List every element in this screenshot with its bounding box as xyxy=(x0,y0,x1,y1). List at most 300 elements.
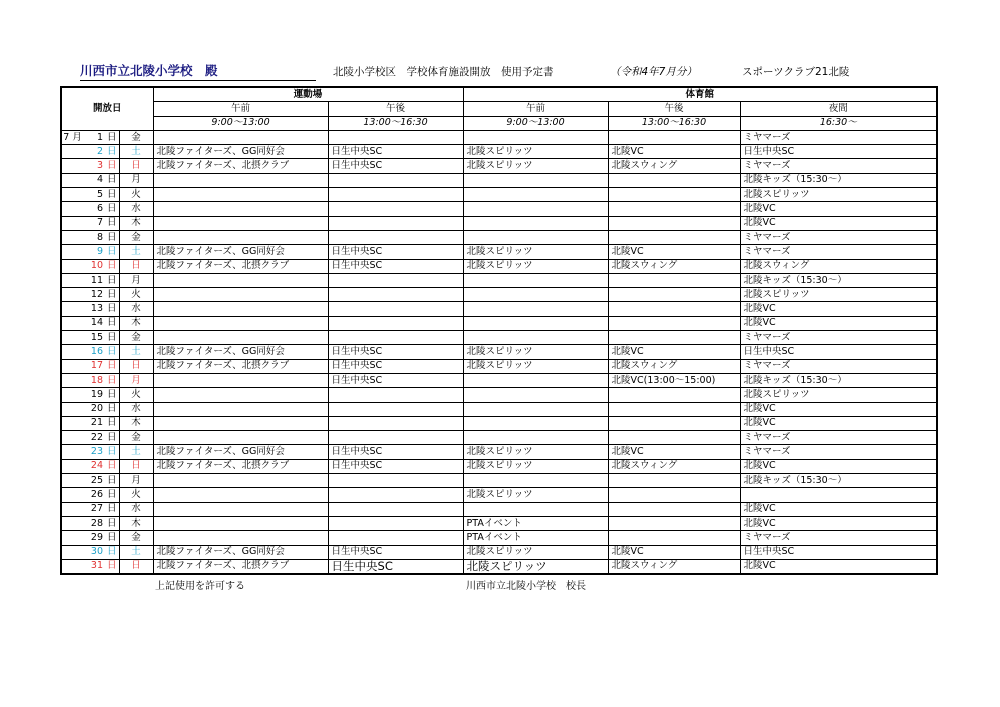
day-unit: 日 xyxy=(105,388,119,402)
month-number: 7 xyxy=(63,131,70,143)
gym-night-cell: 北陵キッズ（15:30～） xyxy=(740,273,937,287)
gym-am-cell xyxy=(463,431,608,445)
table-row xyxy=(61,388,937,402)
month-cell xyxy=(61,531,83,545)
gym-night-cell: 北陵スピリッツ xyxy=(740,288,937,302)
gym-night-cell: 北陵スピリッツ xyxy=(740,188,937,202)
gym-pm-cell xyxy=(608,402,740,416)
ground-header: 運動場 xyxy=(153,87,463,102)
month-cell xyxy=(61,145,83,159)
gym-pm-cell: 北陵VC xyxy=(608,245,740,259)
gym-am-cell xyxy=(463,331,608,345)
gym-am-cell xyxy=(463,373,608,387)
table-row xyxy=(61,331,937,345)
table-row xyxy=(61,502,937,516)
month-unit: 月 xyxy=(72,131,82,143)
table-row xyxy=(61,188,937,202)
ground-am-cell: 北陵ファイターズ、GG同好会 xyxy=(153,545,328,559)
ground-pm-cell xyxy=(328,288,463,302)
ground-pm-cell xyxy=(328,302,463,316)
day-number: 24 xyxy=(83,459,105,473)
day-unit: 日 xyxy=(105,173,119,187)
day-number: 29 xyxy=(83,531,105,545)
day-number: 30 xyxy=(83,545,105,559)
ground-pm-cell xyxy=(328,216,463,230)
ground-pm-cell: 日生中央SC xyxy=(328,359,463,373)
weekday: 火 xyxy=(119,188,153,202)
ground-pm-cell: 日生中央SC xyxy=(328,259,463,273)
gym-night-cell: ミヤマーズ xyxy=(740,359,937,373)
gym-night-cell: 北陵VC xyxy=(740,502,937,516)
day-number: 5 xyxy=(83,188,105,202)
gym-am-cell: 北陵スピリッツ xyxy=(463,545,608,559)
weekday: 木 xyxy=(119,216,153,230)
ground-am-cell xyxy=(153,502,328,516)
weekday: 火 xyxy=(119,488,153,502)
ground-pm-cell: 日生中央SC xyxy=(328,245,463,259)
gym-night-cell: 北陵VC xyxy=(740,302,937,316)
table-row xyxy=(61,130,937,144)
gym-pm-cell xyxy=(608,130,740,144)
gym-am-cell xyxy=(463,188,608,202)
table-row xyxy=(61,488,937,502)
gym-pm-cell xyxy=(608,302,740,316)
weekday: 金 xyxy=(119,431,153,445)
gym-am-cell xyxy=(463,316,608,330)
table-row xyxy=(61,516,937,530)
table-row xyxy=(61,359,937,373)
month-cell xyxy=(61,474,83,488)
month-cell xyxy=(61,230,83,244)
gym-pm-cell: 北陵スウィング xyxy=(608,459,740,473)
month-cell xyxy=(61,502,83,516)
gym-night-cell: 日生中央SC xyxy=(740,145,937,159)
day-unit: 日 xyxy=(105,488,119,502)
day-unit: 日 xyxy=(105,216,119,230)
day-number: 16 xyxy=(83,345,105,359)
day-unit: 日 xyxy=(105,474,119,488)
table-row xyxy=(61,230,937,244)
month-cell xyxy=(61,130,83,144)
month-cell xyxy=(61,431,83,445)
gym-pm-cell xyxy=(608,331,740,345)
gym-night-cell: 日生中央SC xyxy=(740,545,937,559)
table-row xyxy=(61,431,937,445)
day-unit: 日 xyxy=(105,288,119,302)
day-number: 31 xyxy=(83,559,105,574)
weekday: 木 xyxy=(119,516,153,530)
day-number: 22 xyxy=(83,431,105,445)
ground-pm-time: 13:00～16:30 xyxy=(328,116,463,130)
ground-am-cell xyxy=(153,288,328,302)
day-unit: 日 xyxy=(105,145,119,159)
month-cell xyxy=(61,302,83,316)
day-unit: 日 xyxy=(105,559,119,574)
table-row xyxy=(61,145,937,159)
gym-night-cell: 日生中央SC xyxy=(740,345,937,359)
day-unit: 日 xyxy=(105,245,119,259)
ground-pm-cell: 日生中央SC xyxy=(328,445,463,459)
ground-am-cell xyxy=(153,216,328,230)
gym-night-cell: 北陵VC xyxy=(740,416,937,430)
gym-night-cell: 北陵キッズ（15:30～） xyxy=(740,173,937,187)
day-unit: 日 xyxy=(105,331,119,345)
ground-pm-cell: 日生中央SC xyxy=(328,373,463,387)
gym-night-cell: 北陵VC xyxy=(740,459,937,473)
gym-pm-cell xyxy=(608,216,740,230)
date-header: 開放日 xyxy=(61,87,153,130)
day-number: 10 xyxy=(83,259,105,273)
gym-am-cell xyxy=(463,288,608,302)
gym-am-cell xyxy=(463,173,608,187)
weekday: 日 xyxy=(119,559,153,574)
day-number: 27 xyxy=(83,502,105,516)
table-row xyxy=(61,445,937,459)
ground-am-cell xyxy=(153,373,328,387)
gym-night-cell: 北陵VC xyxy=(740,216,937,230)
day-unit: 日 xyxy=(105,545,119,559)
gym-pm-cell: 北陵スウィング xyxy=(608,359,740,373)
day-number: 2 xyxy=(83,145,105,159)
day-number: 12 xyxy=(83,288,105,302)
weekday: 日 xyxy=(119,259,153,273)
gym-night-cell: ミヤマーズ xyxy=(740,431,937,445)
gym-night-cell: ミヤマーズ xyxy=(740,230,937,244)
weekday: 土 xyxy=(119,445,153,459)
day-unit: 日 xyxy=(105,416,119,430)
gym-pm-cell xyxy=(608,474,740,488)
ground-am-cell: 北陵ファイターズ、北摂クラブ xyxy=(153,559,328,574)
table-row xyxy=(61,316,937,330)
ground-pm-cell xyxy=(328,331,463,345)
ground-pm-cell xyxy=(328,531,463,545)
ground-pm-cell xyxy=(328,230,463,244)
gym-am-cell: 北陵スピリッツ xyxy=(463,259,608,273)
gym-am-cell xyxy=(463,416,608,430)
weekday: 火 xyxy=(119,388,153,402)
ground-am-cell xyxy=(153,130,328,144)
table-row xyxy=(61,345,937,359)
ground-pm-cell xyxy=(328,130,463,144)
month-cell xyxy=(61,402,83,416)
ground-am-cell xyxy=(153,316,328,330)
day-number: 25 xyxy=(83,474,105,488)
approval-text: 上記使用を許可する xyxy=(155,581,245,592)
day-unit: 日 xyxy=(105,316,119,330)
weekday: 金 xyxy=(119,230,153,244)
table-row xyxy=(61,474,937,488)
gym-am-cell xyxy=(463,130,608,144)
day-unit: 日 xyxy=(105,259,119,273)
gym-am-cell xyxy=(463,216,608,230)
weekday: 木 xyxy=(119,316,153,330)
weekday: 水 xyxy=(119,502,153,516)
ground-am-cell xyxy=(153,402,328,416)
gym-am-cell: 北陵スピリッツ xyxy=(463,245,608,259)
gym-night-cell: 北陵VC xyxy=(740,316,937,330)
day-unit: 日 xyxy=(105,159,119,173)
gym-am-cell xyxy=(463,302,608,316)
month-cell xyxy=(61,445,83,459)
gym-am-cell xyxy=(463,230,608,244)
table-row xyxy=(61,531,937,545)
table-row xyxy=(61,216,937,230)
gym-am-cell: 北陵スピリッツ xyxy=(463,488,608,502)
gym-pm-header: 午後 xyxy=(608,102,740,116)
day-number: 28 xyxy=(83,516,105,530)
day-number: 14 xyxy=(83,316,105,330)
day-unit: 日 xyxy=(105,531,119,545)
day-number: 7 xyxy=(83,216,105,230)
table-row xyxy=(61,545,937,559)
gym-night-cell: ミヤマーズ xyxy=(740,159,937,173)
weekday: 月 xyxy=(119,173,153,187)
month-cell xyxy=(61,388,83,402)
gym-am-cell xyxy=(463,202,608,216)
day-number: 9 xyxy=(83,245,105,259)
table-row xyxy=(61,159,937,173)
gym-am-header: 午前 xyxy=(463,102,608,116)
ground-pm-cell xyxy=(328,488,463,502)
month-cell xyxy=(61,316,83,330)
day-unit: 日 xyxy=(105,273,119,287)
ground-am-cell: 北陵ファイターズ、北摂クラブ xyxy=(153,259,328,273)
ground-am-time: 9:00～13:00 xyxy=(153,116,328,130)
ground-pm-cell xyxy=(328,316,463,330)
month-cell xyxy=(61,488,83,502)
ground-am-cell: 北陵ファイターズ、GG同好会 xyxy=(153,345,328,359)
ground-pm-cell: 日生中央SC xyxy=(328,145,463,159)
table-row xyxy=(61,373,937,387)
day-unit: 日 xyxy=(105,345,119,359)
gym-night-cell: 北陵キッズ（15:30～） xyxy=(740,373,937,387)
gym-am-cell xyxy=(463,273,608,287)
ground-am-cell xyxy=(153,202,328,216)
gym-pm-cell xyxy=(608,316,740,330)
gym-pm-cell: 北陵スウィング xyxy=(608,259,740,273)
addressee: 川西市立北陵小学校 殿 xyxy=(80,61,316,81)
gym-pm-cell xyxy=(608,488,740,502)
weekday: 月 xyxy=(119,474,153,488)
day-unit: 日 xyxy=(105,373,119,387)
weekday: 土 xyxy=(119,145,153,159)
ground-pm-cell: 日生中央SC xyxy=(328,459,463,473)
gym-pm-cell xyxy=(608,516,740,530)
month-cell xyxy=(61,359,83,373)
weekday: 水 xyxy=(119,302,153,316)
gym-pm-cell: 北陵VC(13:00～15:00) xyxy=(608,373,740,387)
day-number: 21 xyxy=(83,416,105,430)
gym-pm-cell xyxy=(608,188,740,202)
gym-night-cell: 北陵VC xyxy=(740,559,937,574)
ground-am-cell: 北陵ファイターズ、GG同好会 xyxy=(153,145,328,159)
ground-am-cell xyxy=(153,331,328,345)
gym-night-cell xyxy=(740,488,937,502)
gym-header: 体育館 xyxy=(463,87,937,102)
gym-am-cell: 北陵スピリッツ xyxy=(463,145,608,159)
month-cell xyxy=(61,188,83,202)
day-unit: 日 xyxy=(105,188,119,202)
month-cell xyxy=(61,416,83,430)
month-cell xyxy=(61,216,83,230)
day-number: 3 xyxy=(83,159,105,173)
weekday: 金 xyxy=(119,130,153,144)
gym-pm-cell xyxy=(608,502,740,516)
day-number: 6 xyxy=(83,202,105,216)
gym-am-time: 9:00～13:00 xyxy=(463,116,608,130)
gym-night-cell: ミヤマーズ xyxy=(740,331,937,345)
gym-pm-cell: 北陵VC xyxy=(608,545,740,559)
day-unit: 日 xyxy=(105,431,119,445)
weekday: 木 xyxy=(119,416,153,430)
principal-signature: 川西市立北陵小学校 校長 xyxy=(466,581,586,592)
ground-pm-cell xyxy=(328,188,463,202)
gym-night-cell: 北陵VC xyxy=(740,202,937,216)
gym-am-cell: PTAイベント xyxy=(463,531,608,545)
gym-pm-cell: 北陵VC xyxy=(608,145,740,159)
ground-pm-cell xyxy=(328,402,463,416)
month-cell xyxy=(61,173,83,187)
gym-night-cell: ミヤマーズ xyxy=(740,130,937,144)
day-number: 15 xyxy=(83,331,105,345)
ground-am-cell xyxy=(153,302,328,316)
ground-pm-cell: 日生中央SC xyxy=(328,345,463,359)
month-cell xyxy=(61,273,83,287)
table-row xyxy=(61,416,937,430)
gym-pm-cell xyxy=(608,531,740,545)
month-cell xyxy=(61,516,83,530)
weekday: 土 xyxy=(119,345,153,359)
gym-pm-time: 13:00～16:30 xyxy=(608,116,740,130)
gym-am-cell: 北陵スピリッツ xyxy=(463,459,608,473)
ground-am-cell xyxy=(153,431,328,445)
table-row xyxy=(61,288,937,302)
gym-night-cell: ミヤマーズ xyxy=(740,445,937,459)
gym-pm-cell xyxy=(608,202,740,216)
weekday: 日 xyxy=(119,359,153,373)
gym-am-cell xyxy=(463,502,608,516)
document-title: 北陵小学校区 学校体育施設開放 使用予定書 xyxy=(333,66,554,78)
gym-night-cell: ミヤマーズ xyxy=(740,245,937,259)
gym-pm-cell xyxy=(608,431,740,445)
day-unit: 日 xyxy=(105,516,119,530)
month-cell xyxy=(61,288,83,302)
gym-night-cell: 北陵キッズ（15:30～） xyxy=(740,474,937,488)
weekday: 金 xyxy=(119,331,153,345)
gym-am-cell: 北陵スピリッツ xyxy=(463,445,608,459)
month-cell xyxy=(61,331,83,345)
gym-pm-cell: 北陵スウィング xyxy=(608,559,740,574)
day-unit: 日 xyxy=(105,502,119,516)
gym-pm-cell xyxy=(608,416,740,430)
ground-am-cell: 北陵ファイターズ、GG同好会 xyxy=(153,245,328,259)
ground-pm-header: 午後 xyxy=(328,102,463,116)
ground-pm-cell xyxy=(328,173,463,187)
weekday: 水 xyxy=(119,202,153,216)
table-row xyxy=(61,402,937,416)
table-row xyxy=(61,259,937,273)
weekday: 金 xyxy=(119,531,153,545)
month-cell xyxy=(61,545,83,559)
gym-pm-cell: 北陵VC xyxy=(608,445,740,459)
ground-am-cell: 北陵ファイターズ、北摂クラブ xyxy=(153,459,328,473)
gym-night-time: 16:30～ xyxy=(740,116,937,130)
ground-am-cell: 北陵ファイターズ、北摂クラブ xyxy=(153,159,328,173)
ground-pm-cell xyxy=(328,416,463,430)
gym-am-cell xyxy=(463,474,608,488)
ground-pm-cell: 日生中央SC xyxy=(328,159,463,173)
gym-pm-cell xyxy=(608,388,740,402)
ground-pm-cell xyxy=(328,474,463,488)
month-cell xyxy=(61,459,83,473)
gym-night-cell: ミヤマーズ xyxy=(740,531,937,545)
gym-am-cell xyxy=(463,388,608,402)
ground-am-cell xyxy=(153,474,328,488)
ground-am-cell xyxy=(153,273,328,287)
gym-am-cell: 北陵スピリッツ xyxy=(463,359,608,373)
month-cell xyxy=(61,259,83,273)
weekday: 火 xyxy=(119,288,153,302)
day-unit: 日 xyxy=(105,445,119,459)
table-row xyxy=(61,273,937,287)
gym-pm-cell: 北陵VC xyxy=(608,345,740,359)
table-row xyxy=(61,459,937,473)
day-unit: 日 xyxy=(105,402,119,416)
gym-am-cell: PTAイベント xyxy=(463,516,608,530)
day-number: 26 xyxy=(83,488,105,502)
gym-pm-cell xyxy=(608,273,740,287)
month-cell xyxy=(61,559,83,574)
table-row xyxy=(61,202,937,216)
month-cell xyxy=(61,245,83,259)
weekday: 土 xyxy=(119,545,153,559)
ground-am-cell xyxy=(153,488,328,502)
gym-night-header: 夜間 xyxy=(740,102,937,116)
ground-pm-cell xyxy=(328,502,463,516)
gym-night-cell: 北陵スウィング xyxy=(740,259,937,273)
ground-am-cell: 北陵ファイターズ、GG同好会 xyxy=(153,445,328,459)
day-number: 11 xyxy=(83,273,105,287)
weekday: 土 xyxy=(119,245,153,259)
ground-pm-cell xyxy=(328,516,463,530)
month-cell xyxy=(61,373,83,387)
ground-am-cell: 北陵ファイターズ、北摂クラブ xyxy=(153,359,328,373)
day-number: 20 xyxy=(83,402,105,416)
day-unit: 日 xyxy=(105,202,119,216)
gym-night-cell: 北陵VC xyxy=(740,402,937,416)
table-row xyxy=(61,173,937,187)
weekday: 水 xyxy=(119,402,153,416)
gym-am-cell: 北陵スピリッツ xyxy=(463,345,608,359)
ground-pm-cell: 日生中央SC xyxy=(328,545,463,559)
table-row xyxy=(61,302,937,316)
ground-am-header: 午前 xyxy=(153,102,328,116)
gym-pm-cell: 北陵スウィング xyxy=(608,159,740,173)
weekday: 日 xyxy=(119,459,153,473)
table-row xyxy=(61,559,937,574)
day-number: 13 xyxy=(83,302,105,316)
gym-pm-cell xyxy=(608,173,740,187)
weekday: 日 xyxy=(119,159,153,173)
month-cell xyxy=(61,202,83,216)
day-number: 8 xyxy=(83,230,105,244)
day-number: 18 xyxy=(83,373,105,387)
ground-am-cell xyxy=(153,388,328,402)
month-cell xyxy=(61,345,83,359)
day-unit: 日 xyxy=(105,359,119,373)
ground-am-cell xyxy=(153,516,328,530)
day-number: 4 xyxy=(83,173,105,187)
